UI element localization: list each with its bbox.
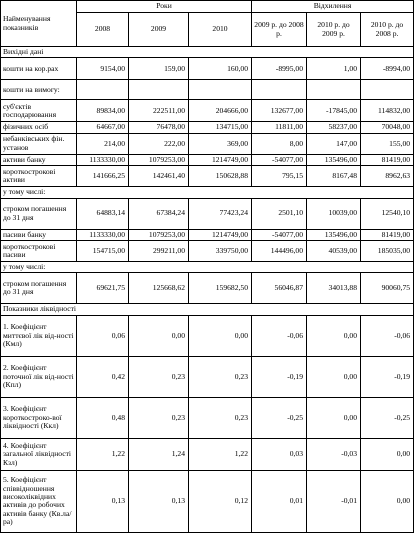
value-cell: 1,24 bbox=[129, 438, 189, 470]
value-cell: 8167,48 bbox=[307, 166, 361, 187]
row-label: фізичних осіб bbox=[1, 122, 77, 133]
value-cell: 56046,87 bbox=[252, 273, 307, 304]
value-cell bbox=[361, 80, 414, 100]
table-row bbox=[1, 397, 414, 438]
table-row bbox=[1, 58, 414, 80]
value-cell: 8962,63 bbox=[361, 166, 414, 187]
value-cell: 134715,00 bbox=[189, 122, 252, 133]
row-label: строком погашення до 31 дня bbox=[1, 273, 77, 304]
value-cell: 185035,00 bbox=[361, 241, 414, 262]
row-label: 4. Коефіцієнт загальної ліквідності Кзл) bbox=[1, 438, 77, 470]
name-header: Найменування показників bbox=[1, 1, 77, 47]
value-cell: 0,23 bbox=[129, 356, 189, 397]
table-row bbox=[1, 356, 414, 397]
value-cell: 147,00 bbox=[307, 133, 361, 154]
value-cell: 114832,00 bbox=[361, 100, 414, 122]
value-cell: 10039,00 bbox=[307, 198, 361, 229]
value-cell: -0,06 bbox=[361, 315, 414, 356]
row-label: суб'єктів господарювання bbox=[1, 100, 77, 122]
row-label: 3. Коефіцієнт короткостроко-вої ліквідності (Ккл) bbox=[1, 397, 77, 438]
row-label: кошти на кор.рах bbox=[1, 58, 77, 80]
row-label: 1. Коефіцієнт миттєвої лік від-ності (Кмл) bbox=[1, 315, 77, 356]
year-header: 2008 bbox=[77, 13, 129, 47]
table-row bbox=[1, 273, 414, 304]
table-row bbox=[1, 470, 414, 532]
year-header: 2010 bbox=[189, 13, 252, 47]
value-cell: 1079253,00 bbox=[129, 154, 189, 165]
section-row bbox=[1, 262, 414, 273]
table-row bbox=[1, 438, 414, 470]
value-cell: 1,22 bbox=[77, 438, 129, 470]
value-cell: 0,00 bbox=[189, 315, 252, 356]
value-cell: 0,00 bbox=[361, 470, 414, 532]
row-label: 2. Коефіцієнт поточної лік від-ності (Кпл) bbox=[1, 356, 77, 397]
value-cell bbox=[77, 80, 129, 100]
deviation-col-header: 2010 р. до 2009 р. bbox=[307, 13, 361, 47]
table-row bbox=[1, 198, 414, 229]
value-cell: 1214749,00 bbox=[189, 229, 252, 240]
value-cell: 0,42 bbox=[77, 356, 129, 397]
value-cell: 159,00 bbox=[129, 58, 189, 80]
table-row bbox=[1, 80, 414, 100]
value-cell bbox=[307, 80, 361, 100]
value-cell: 64667,00 bbox=[77, 122, 129, 133]
row-label: короткострокові пасиви bbox=[1, 241, 77, 262]
value-cell: 34013,88 bbox=[307, 273, 361, 304]
deviation-header: Відхилення bbox=[252, 1, 414, 13]
value-cell: 0,12 bbox=[189, 470, 252, 532]
value-cell: 77423,24 bbox=[189, 198, 252, 229]
year-header: 2009 bbox=[129, 13, 189, 47]
value-cell: -54077,00 bbox=[252, 154, 307, 165]
value-cell: 150628,88 bbox=[189, 166, 252, 187]
value-cell: 369,00 bbox=[189, 133, 252, 154]
table-row bbox=[1, 100, 414, 122]
value-cell: 8,00 bbox=[252, 133, 307, 154]
section-label: у тому числі: bbox=[1, 262, 414, 273]
table-row bbox=[1, 154, 414, 165]
value-cell: 154715,00 bbox=[77, 241, 129, 262]
value-cell: 0,23 bbox=[129, 397, 189, 438]
value-cell: 144496,00 bbox=[252, 241, 307, 262]
value-cell: 76478,00 bbox=[129, 122, 189, 133]
value-cell: 90060,75 bbox=[361, 273, 414, 304]
table-row bbox=[1, 229, 414, 240]
value-cell: 1079253,00 bbox=[129, 229, 189, 240]
value-cell: 160,00 bbox=[189, 58, 252, 80]
value-cell: 69621,75 bbox=[77, 273, 129, 304]
value-cell: 135496,00 bbox=[307, 229, 361, 240]
value-cell: -0,25 bbox=[252, 397, 307, 438]
value-cell: 0,00 bbox=[307, 397, 361, 438]
value-cell: 132677,00 bbox=[252, 100, 307, 122]
row-label: активи банку bbox=[1, 154, 77, 165]
value-cell bbox=[189, 80, 252, 100]
row-label: кошти на вимогу: bbox=[1, 80, 77, 100]
table-row bbox=[1, 166, 414, 187]
value-cell: -0,06 bbox=[252, 315, 307, 356]
value-cell: 40539,00 bbox=[307, 241, 361, 262]
table-row bbox=[1, 133, 414, 154]
value-cell: 70048,00 bbox=[361, 122, 414, 133]
row-label: пасиви банку bbox=[1, 229, 77, 240]
value-cell: 0,00 bbox=[307, 356, 361, 397]
row-label: небанківських фін. установ bbox=[1, 133, 77, 154]
value-cell: 0,01 bbox=[252, 470, 307, 532]
value-cell: 0,13 bbox=[129, 470, 189, 532]
section-row bbox=[1, 187, 414, 198]
value-cell: 11811,00 bbox=[252, 122, 307, 133]
value-cell: 81419,00 bbox=[361, 229, 414, 240]
header-row-1 bbox=[1, 1, 414, 13]
value-cell: 81419,00 bbox=[361, 154, 414, 165]
value-cell: -17845,00 bbox=[307, 100, 361, 122]
value-cell: 0,13 bbox=[77, 470, 129, 532]
deviation-col-header: 2010 р. до 2008 р. bbox=[361, 13, 414, 47]
value-cell: 155,00 bbox=[361, 133, 414, 154]
value-cell: -0,19 bbox=[361, 356, 414, 397]
value-cell: 0,00 bbox=[307, 315, 361, 356]
value-cell: 1,00 bbox=[307, 58, 361, 80]
value-cell: 125668,62 bbox=[129, 273, 189, 304]
value-cell: 64883,14 bbox=[77, 198, 129, 229]
value-cell: -0,01 bbox=[307, 470, 361, 532]
value-cell: 0,00 bbox=[129, 315, 189, 356]
years-header: Роки bbox=[77, 1, 252, 13]
value-cell: 222,00 bbox=[129, 133, 189, 154]
value-cell: 1133330,00 bbox=[77, 154, 129, 165]
value-cell: 1214749,00 bbox=[189, 154, 252, 165]
value-cell: 67384,24 bbox=[129, 198, 189, 229]
value-cell: -0,25 bbox=[361, 397, 414, 438]
value-cell: 12540,10 bbox=[361, 198, 414, 229]
deviation-col-header: 2009 р. до 2008 р. bbox=[252, 13, 307, 47]
table-row bbox=[1, 122, 414, 133]
value-cell: 1,22 bbox=[189, 438, 252, 470]
row-label: 5. Коефіцієнт співвідношення високоліквідних активів до робочих активів банку (Кв.ла/ра) bbox=[1, 470, 77, 532]
value-cell: 58237,00 bbox=[307, 122, 361, 133]
value-cell: -0,19 bbox=[252, 356, 307, 397]
section-row bbox=[1, 47, 414, 58]
value-cell: -8994,00 bbox=[361, 58, 414, 80]
row-label: строком погашення до 31 дня bbox=[1, 198, 77, 229]
value-cell: 339750,00 bbox=[189, 241, 252, 262]
row-label: короткострокові активи bbox=[1, 166, 77, 187]
value-cell: 89834,00 bbox=[77, 100, 129, 122]
value-cell: 0,00 bbox=[361, 438, 414, 470]
value-cell: 135496,00 bbox=[307, 154, 361, 165]
section-label: у тому числі: bbox=[1, 187, 414, 198]
table-row bbox=[1, 241, 414, 262]
value-cell: 0,23 bbox=[189, 397, 252, 438]
value-cell: 141666,25 bbox=[77, 166, 129, 187]
value-cell: 214,00 bbox=[77, 133, 129, 154]
value-cell: -8995,00 bbox=[252, 58, 307, 80]
value-cell: 795,15 bbox=[252, 166, 307, 187]
value-cell: 142461,40 bbox=[129, 166, 189, 187]
value-cell: 299211,00 bbox=[129, 241, 189, 262]
value-cell: 2501,10 bbox=[252, 198, 307, 229]
table-row bbox=[1, 315, 414, 356]
value-cell: 0,23 bbox=[189, 356, 252, 397]
value-cell: 0,48 bbox=[77, 397, 129, 438]
value-cell: -54077,00 bbox=[252, 229, 307, 240]
value-cell bbox=[129, 80, 189, 100]
value-cell bbox=[252, 80, 307, 100]
section-row bbox=[1, 304, 414, 315]
value-cell: -0,03 bbox=[307, 438, 361, 470]
value-cell: 0,06 bbox=[77, 315, 129, 356]
section-label: Показники ліквідності bbox=[1, 304, 414, 315]
value-cell: 1133330,00 bbox=[77, 229, 129, 240]
section-label: Вихідні дані bbox=[1, 47, 414, 58]
value-cell: 0,03 bbox=[252, 438, 307, 470]
value-cell: 159682,50 bbox=[189, 273, 252, 304]
value-cell: 222511,00 bbox=[129, 100, 189, 122]
value-cell: 9154,00 bbox=[77, 58, 129, 80]
value-cell: 204666,00 bbox=[189, 100, 252, 122]
